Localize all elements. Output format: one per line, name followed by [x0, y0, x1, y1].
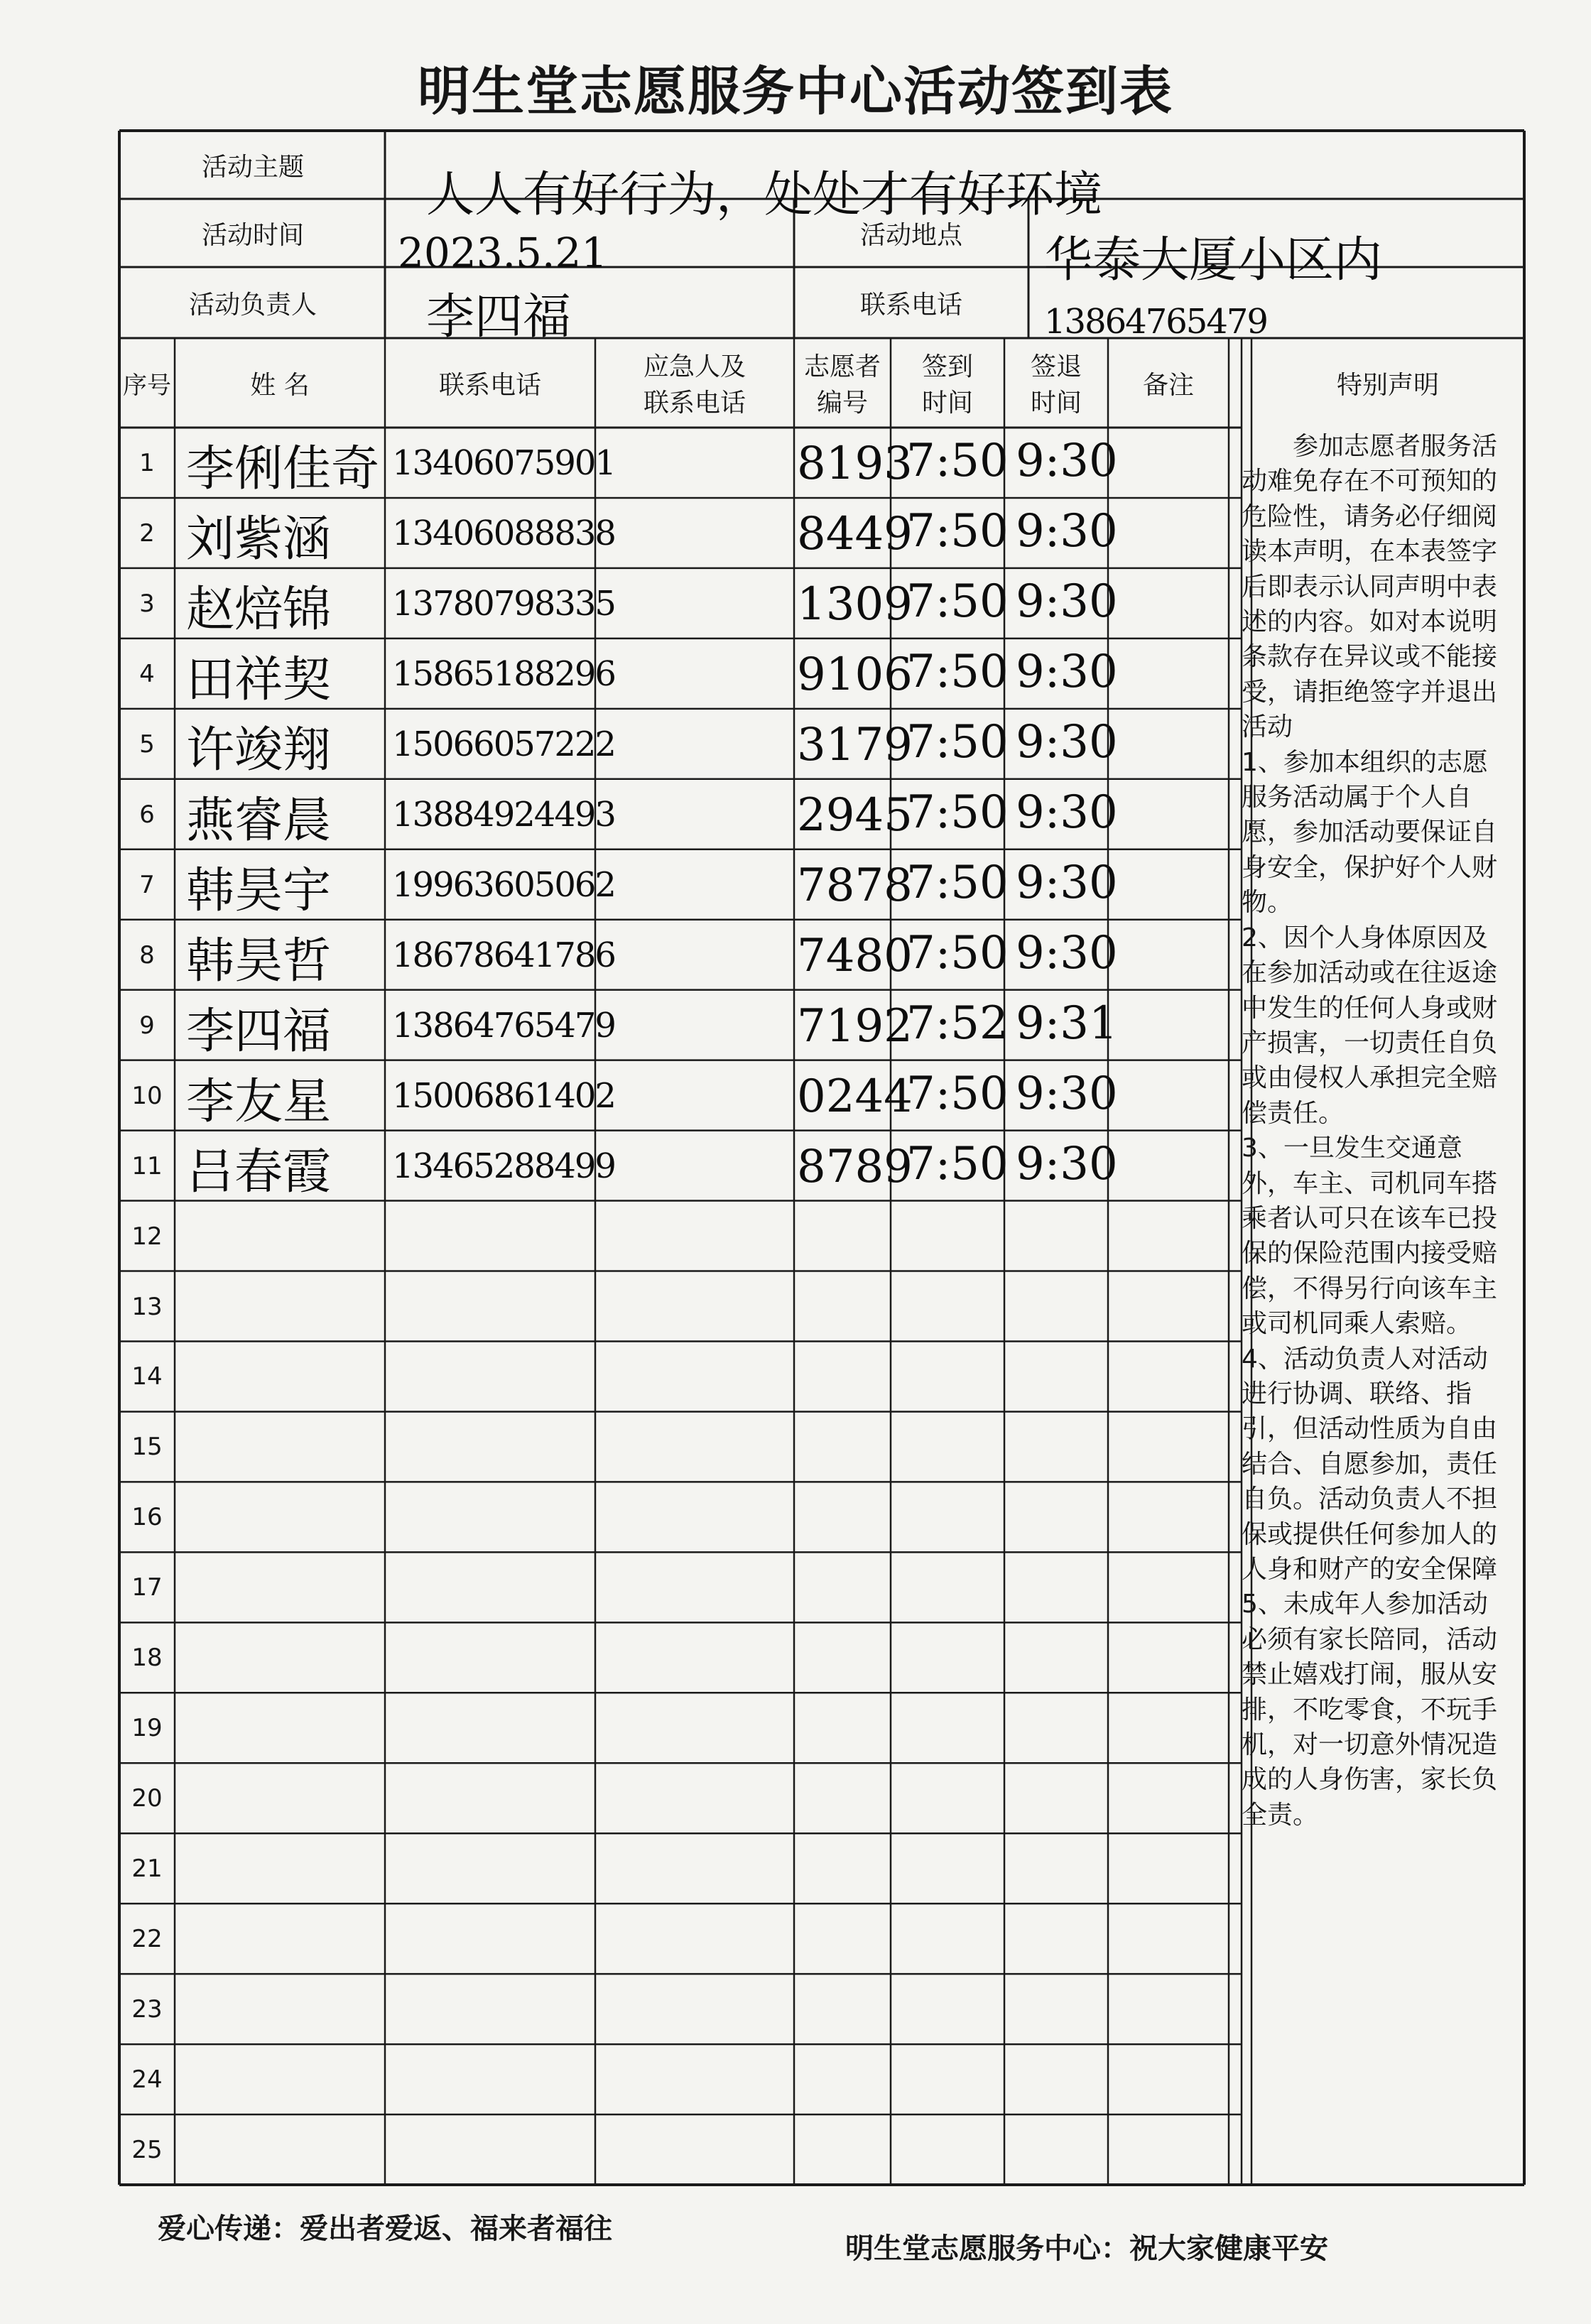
participant-name: 吕春霞	[186, 1144, 332, 1200]
header-declaration: 特别声明	[1336, 370, 1439, 400]
checkout-time: 9:30	[1016, 435, 1118, 487]
leader-value: 李四福	[426, 289, 572, 345]
declaration-item-4: 4、活动负责人对活动进行协调、联络、指引，但活动性质为自由结合、自愿参加，责任自负。活动负责人不担保或提供任何参加人的人身和财产的安全保障	[1242, 1344, 1498, 1584]
declaration-item-3: 3、一旦发生交通意外，车主、司机同车搭乘者认可只在该车已投保的保险范围内接受赔偿，不得另行向该车主或司机同乘人索赔。	[1242, 1134, 1498, 1339]
checkin-time: 7:50	[906, 504, 1009, 558]
volunteer-id: 7480	[797, 929, 913, 982]
header-emergency-line2: 联系电话	[643, 389, 746, 418]
volunteer-id: 7192	[797, 999, 913, 1053]
checkin-time: 7:50	[906, 715, 1009, 769]
row-number: 22	[131, 1925, 163, 1954]
checkout-time: 9:30	[1016, 856, 1118, 909]
participant-phone: 15865188296	[392, 653, 615, 694]
participant-phone: 13780798335	[392, 583, 615, 624]
row-number: 1	[139, 449, 155, 477]
participant-name: 李四福	[186, 1003, 332, 1060]
volunteer-id: 2945	[797, 788, 913, 842]
phone-value: 13864765479	[1044, 302, 1267, 342]
row-number: 8	[139, 940, 155, 970]
declaration-item-1: 1、参加本组织的志愿服务活动属于个人自愿，参加活动要保证自身安全，保护好个人财物。	[1242, 747, 1498, 918]
checkin-time: 7:50	[906, 1067, 1009, 1120]
checkin-time: 7:50	[906, 645, 1009, 698]
participant-name: 燕睿晨	[186, 792, 332, 849]
phone-label: 联系电话	[859, 290, 962, 320]
checkin-time: 7:50	[906, 575, 1009, 628]
header-remark: 备注	[1142, 370, 1194, 400]
header-out-line2: 时间	[1030, 389, 1082, 418]
volunteer-id: 8449	[797, 507, 913, 560]
row-number: 9	[139, 1011, 155, 1040]
participant-phone: 13884924493	[392, 794, 615, 835]
checkout-time: 9:30	[1016, 1067, 1118, 1120]
row-number: 23	[131, 1995, 163, 2024]
participant-name: 韩昊哲	[186, 933, 332, 989]
header-emergency	[595, 338, 794, 428]
row-number: 10	[131, 1081, 163, 1110]
checkin-time: 7:50	[906, 926, 1009, 979]
row-number: 3	[139, 589, 155, 618]
header-vid-line2: 编号	[816, 389, 868, 418]
participant-name: 韩昊宇	[186, 862, 332, 919]
checkin-time: 7:50	[906, 1137, 1009, 1190]
checkout-time: 9:30	[1016, 786, 1118, 839]
participant-name: 田祥契	[186, 651, 332, 708]
checkout-time: 9:30	[1016, 926, 1118, 979]
participant-name: 赵焙锦	[186, 581, 332, 638]
volunteer-id: 1309	[797, 577, 913, 631]
header-emergency-line1: 应急人及	[643, 352, 746, 381]
declaration-intro: 参加志愿者服务活动难免存在不可预知的危险性，请务必仔细阅读本声明，在本表签字后即表示认同声明中表述的内容。如对本说明条款存在异议或不能接受，请拒绝签字并退出活动	[1242, 432, 1498, 742]
row-number: 16	[131, 1503, 163, 1532]
row-number: 25	[131, 2136, 163, 2165]
participant-name: 李俐佳奇	[186, 441, 380, 497]
volunteer-id: 8789	[797, 1140, 913, 1193]
participant-phone: 13406088838	[392, 513, 615, 553]
special-declaration	[1242, 429, 1506, 2112]
participant-phone: 13406075901	[392, 443, 615, 483]
volunteer-id: 3179	[797, 718, 913, 771]
declaration-item-5: 5、未成年人参加活动必须有家长陪同，活动禁止嬉戏打闹，服从安排，不吃零食，不玩手机，对一切意外情况造成的人身伤害，家长负全责。	[1242, 1590, 1498, 1830]
checkin-time: 7:50	[906, 856, 1009, 909]
checkin-time: 7:50	[906, 786, 1009, 839]
header-in-line2: 时间	[921, 389, 973, 418]
header-phone: 联系电话	[438, 370, 541, 400]
checkin-time: 7:52	[906, 997, 1009, 1050]
theme-label: 活动主题	[201, 152, 304, 182]
row-number: 14	[131, 1362, 163, 1391]
participant-phone: 15066057222	[392, 724, 615, 764]
row-number: 5	[139, 729, 155, 759]
row-number: 6	[139, 800, 155, 829]
volunteer-id: 8193	[797, 438, 913, 490]
row-number: 18	[131, 1644, 163, 1673]
leader-label: 活动负责人	[188, 290, 317, 320]
header-no: 序号	[123, 371, 171, 400]
header-out-line1: 签退	[1030, 352, 1082, 381]
row-number: 24	[131, 2065, 163, 2095]
row-number: 4	[139, 659, 155, 688]
row-number: 19	[131, 1714, 163, 1743]
header-checkin	[891, 338, 1004, 428]
row-number: 20	[131, 1784, 163, 1813]
checkin-time: 7:50	[906, 435, 1009, 487]
participant-name: 刘紫涵	[186, 511, 332, 568]
participant-phone: 18678641786	[392, 935, 615, 975]
row-number: 21	[131, 1855, 163, 1884]
row-number: 13	[131, 1292, 163, 1321]
volunteer-id: 9106	[797, 648, 913, 701]
checkout-time: 9:30	[1016, 715, 1118, 769]
header-volunteer-id	[794, 338, 891, 428]
row-number: 7	[139, 870, 155, 899]
time-label: 活动时间	[201, 220, 304, 250]
participant-phone: 13465288499	[392, 1146, 615, 1186]
location-label: 活动地点	[859, 220, 962, 250]
participant-phone: 15006861402	[392, 1075, 615, 1116]
theme-value: 人人有好行为，处处才有好环境	[426, 167, 1103, 223]
header-vid-line1: 志愿者	[803, 352, 881, 381]
header-checkout	[1004, 338, 1108, 428]
declaration-item-2: 2、因个人身体原因及在参加活动或在往返途中发生的任何人身或财产损害，一切责任自负或由侵权人承担完全赔偿责任。	[1242, 923, 1498, 1128]
time-value: 2023.5.21	[398, 229, 608, 277]
row-number: 2	[139, 518, 155, 548]
row-number: 17	[131, 1573, 163, 1602]
participant-phone: 19963605062	[392, 864, 615, 905]
participant-phone: 13864765479	[392, 1005, 615, 1046]
volunteer-id: 0244	[797, 1070, 913, 1123]
footer-right: 明生堂志愿服务中心：祝大家健康平安	[845, 2232, 1328, 2265]
checkout-time: 9:31	[1016, 997, 1118, 1050]
participant-name: 许竣翔	[186, 722, 332, 778]
footer-left: 爱心传递：爱出者爱返、福来者福往	[158, 2212, 612, 2245]
row-number: 15	[131, 1433, 163, 1462]
checkout-time: 9:30	[1016, 575, 1118, 628]
checkout-time: 9:30	[1016, 504, 1118, 558]
location-value: 华泰大厦小区内	[1044, 232, 1383, 288]
page-title: 明生堂志愿服务中心活动签到表	[418, 61, 1173, 122]
row-number: 11	[131, 1151, 163, 1180]
volunteer-id: 7878	[797, 859, 913, 912]
checkout-time: 9:30	[1016, 645, 1118, 698]
row-number: 12	[131, 1222, 163, 1251]
header-name: 姓 名	[250, 370, 310, 400]
header-in-line1: 签到	[921, 352, 973, 381]
checkout-time: 9:30	[1016, 1137, 1118, 1190]
participant-name: 李友星	[186, 1073, 332, 1130]
